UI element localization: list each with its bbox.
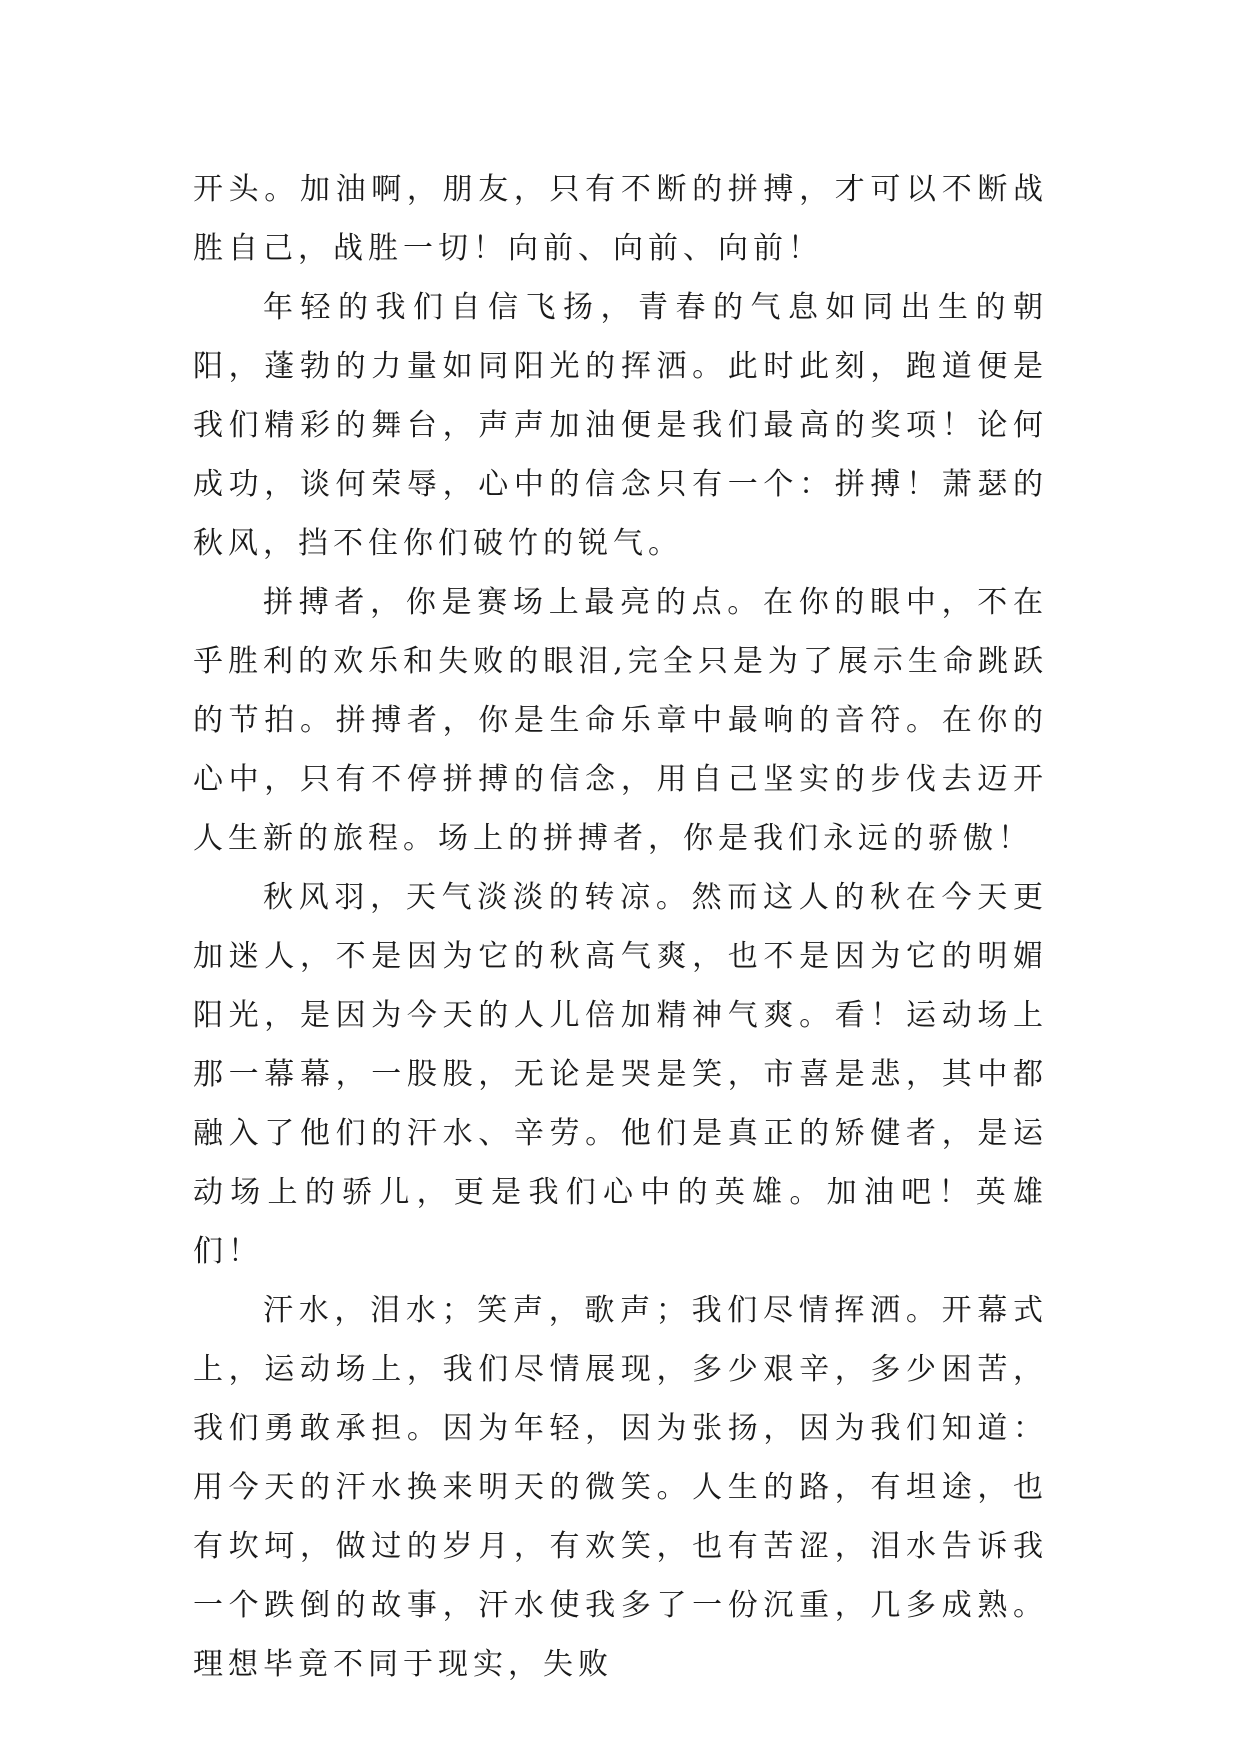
body-text [193, 160, 1048, 1694]
paragraph-4: 秋风羽，天气淡淡的转凉。然而这人的秋在今天更加迷人，不是因为它的秋高气爽，也不是因为它的明媚阳光，是因为今天的人儿倍加精神气爽。看！运动场上那一幕幕，一股股，无论是哭是笑，市喜是悲，其中都融入了他们的汗水、辛劳。他们是真正的矫健者，是运动场上的骄儿，更是我们心中的英雄。加油吧！英雄们！ [193, 880, 1048, 1269]
paragraph-1: 开头。加油啊，朋友，只有不断的拼搏，才可以不断战胜自己，战胜一切！向前、向前、向前！ [193, 172, 1048, 266]
paragraph-2: 年轻的我们自信飞扬，青春的气息如同出生的朝阳，蓬勃的力量如同阳光的挥洒。此时此刻，跑道便是我们精彩的舞台，声声加油便是我们最高的奖项！论何成功，谈何荣辱，心中的信念只有一个：拼搏！萧瑟的秋风，挡不住你们破竹的锐气。 [193, 290, 1048, 561]
paragraph-5: 汗水，泪水；笑声，歌声；我们尽情挥洒。开幕式上，运动场上，我们尽情展现，多少艰辛，多少困苦，我们勇敢承担。因为年轻，因为张扬，因为我们知道：用今天的汗水换来明天的微笑。人生的路，有坦途，也有坎坷，做过的岁月，有欢笑，也有苦涩，泪水告诉我一个跌倒的故事，汗水使我多了一份沉重，几多成熟。理想毕竟不同于现实，失败 [193, 1293, 1048, 1682]
paragraph-3: 拼搏者，你是赛场上最亮的点。在你的眼中，不在乎胜利的欢乐和失败的眼泪,完全只是为了展示生命跳跃的节拍。拼搏者，你是生命乐章中最响的音符。在你的心中，只有不停拼搏的信念，用自己坚实的步伐去迈开人生新的旅程。场上的拼搏者，你是我们永远的骄傲！ [193, 585, 1048, 856]
